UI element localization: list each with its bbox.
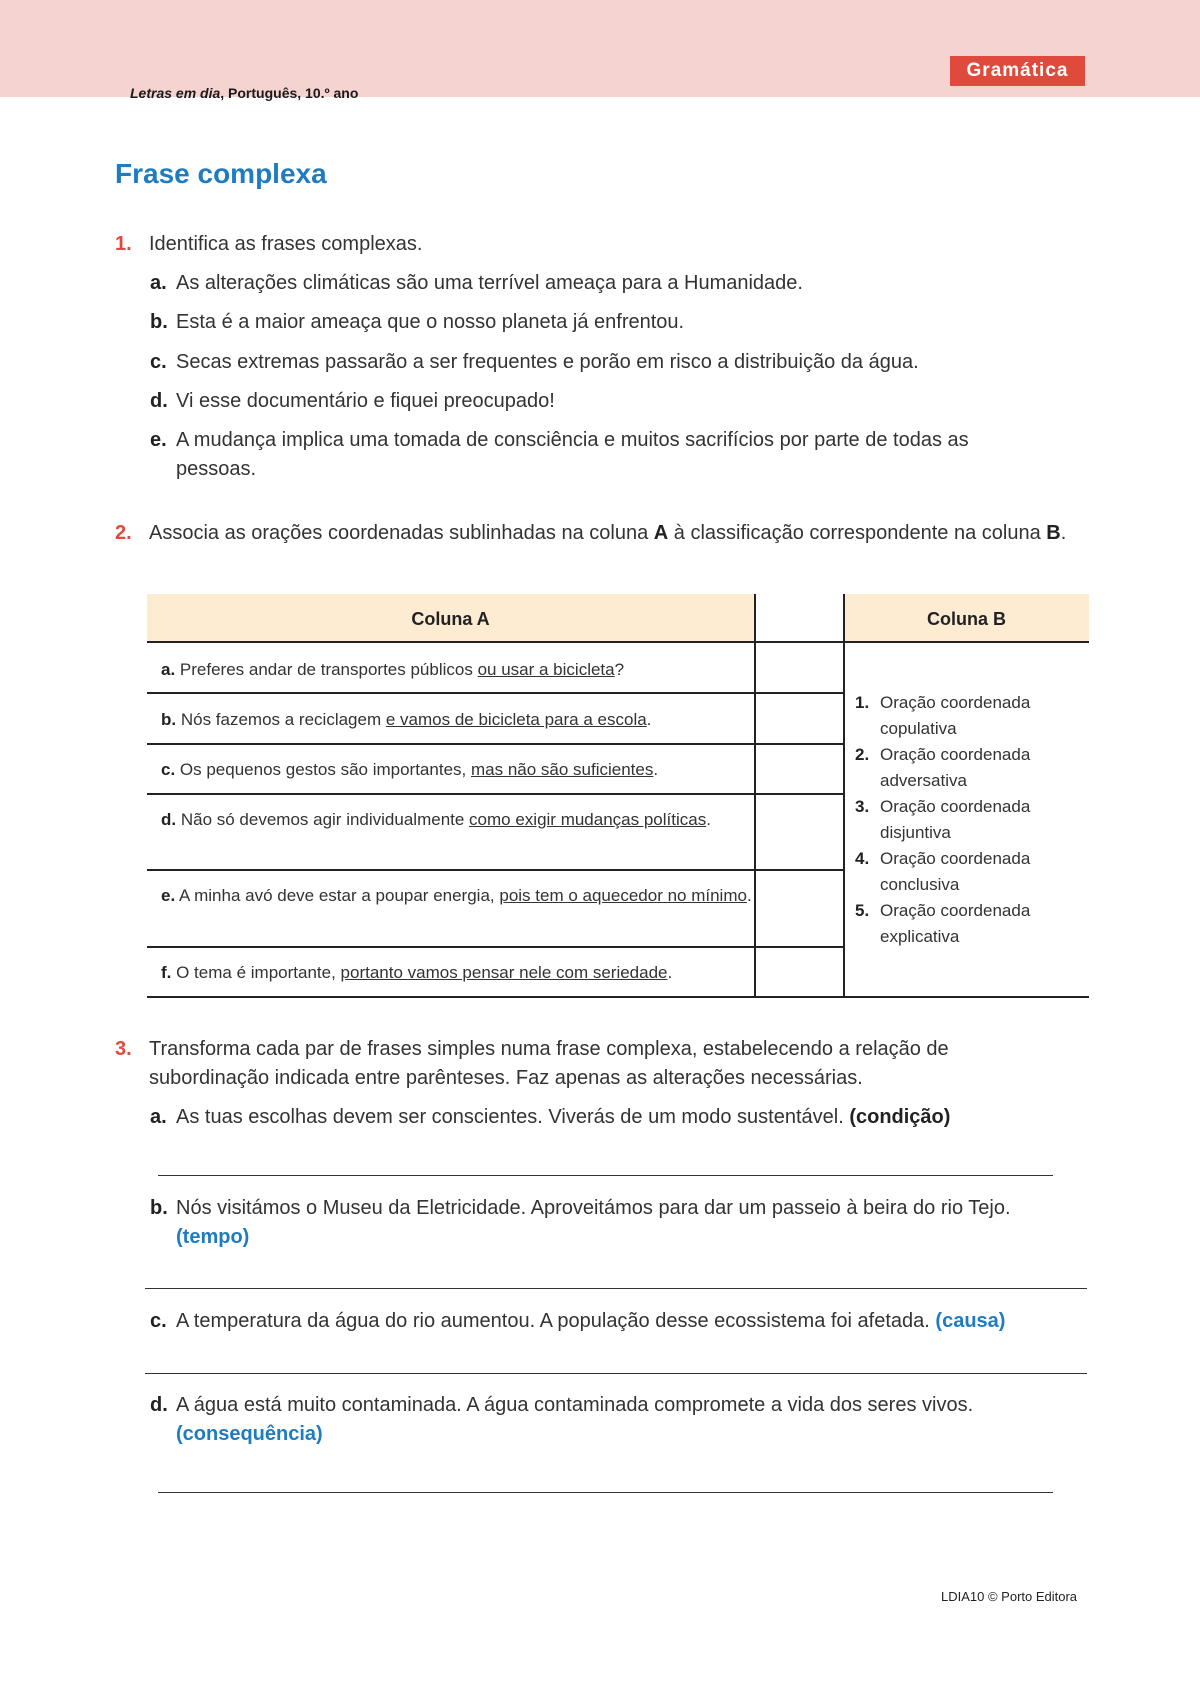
row-rule — [147, 793, 844, 795]
column-b-list — [855, 690, 1085, 950]
section-badge: Gramática — [950, 56, 1085, 86]
table-header-rule — [147, 641, 1089, 643]
row-rule — [147, 869, 844, 871]
column-b-header: Coluna B — [927, 609, 1006, 629]
column-a-header: Coluna A — [411, 609, 490, 629]
classification-item: 3. Oração coordenada disjuntiva — [855, 797, 1031, 842]
table-row-f: f. O tema é importante, portanto vamos pensar nele com seriedade. — [161, 963, 673, 982]
q1-item-e: e. A mudança implica uma tomada de consciência e muitos sacrifícios por parte de todas as pessoas. — [150, 429, 969, 480]
answer-line[interactable] — [158, 1492, 1053, 1493]
question-3: 3. Transforma cada par de frases simples numa frase complexa, estabelecendo a relação de subordinação indicada entre parênteses. Faz apenas as alterações necessárias. — [115, 1038, 949, 1089]
column-divider — [843, 594, 845, 998]
answer-line[interactable] — [158, 1175, 1053, 1176]
table-bottom-rule — [147, 996, 1089, 998]
classification-item: 5. Oração coordenada explicativa — [855, 901, 1031, 946]
q3-item-a: a. As tuas escolhas devem ser conscientes. Viverás de um modo sustentável. (condição) — [150, 1106, 951, 1128]
q1-item-b: b. Esta é a maior ameaça que o nosso planeta já enfrentou. — [150, 311, 685, 333]
q3-item-c: c. A temperatura da água do rio aumentou. A população desse ecossistema foi afetada. (causa) — [150, 1310, 1006, 1332]
row-rule — [147, 743, 844, 745]
row-rule — [147, 946, 844, 948]
q1-item-d: d. Vi esse documentário e fiquei preocupado! — [150, 390, 555, 412]
q3-item-b: b. Nós visitámos o Museu da Eletricidade. Aproveitámos para dar um passeio à beira do rio Tejo. (tempo) — [150, 1197, 1011, 1248]
classification-item: 2. Oração coordenada adversativa — [855, 745, 1031, 790]
matching-table — [147, 594, 1089, 998]
table-row-d: d. Não só devemos agir individualmente como exigir mudanças políticas. — [161, 810, 711, 829]
table-row-e: e. A minha avó deve estar a poupar energia, pois tem o aquecedor no mínimo. — [161, 886, 752, 905]
page-title: Frase complexa — [115, 158, 327, 189]
answer-line[interactable] — [145, 1373, 1087, 1374]
q3-item-d: d. A água está muito contaminada. A água contaminada compromete a vida dos seres vivos. (consequência) — [150, 1394, 974, 1445]
footer-copyright: LDIA10 © Porto Editora — [941, 1589, 1078, 1604]
book-title: Letras em dia, Português, 10.º ano — [130, 85, 359, 101]
table-row-c: c. Os pequenos gestos são importantes, mas não são suficientes. — [161, 760, 659, 779]
answer-line[interactable] — [145, 1288, 1087, 1289]
question-1: 1. Identifica as frases complexas. — [115, 233, 423, 255]
classification-item: 1. Oração coordenada copulativa — [855, 693, 1031, 738]
table-row-b: b. Nós fazemos a reciclagem e vamos de bicicleta para a escola. — [161, 710, 652, 729]
q1-item-c: c. Secas extremas passarão a ser frequentes e porão em risco a distribuição da água. — [150, 351, 919, 373]
question-2: 2. Associa as orações coordenadas sublinhadas na coluna A à classificação correspondente na coluna B. — [115, 522, 1067, 544]
classification-item: 4. Oração coordenada conclusiva — [855, 849, 1031, 894]
answer-cells[interactable] — [756, 643, 842, 995]
row-rule — [147, 692, 844, 694]
table-row-a: a. Preferes andar de transportes públicos ou usar a bicicleta? — [161, 660, 625, 679]
q1-item-a: a. As alterações climáticas são uma terrível ameaça para a Humanidade. — [150, 272, 803, 294]
